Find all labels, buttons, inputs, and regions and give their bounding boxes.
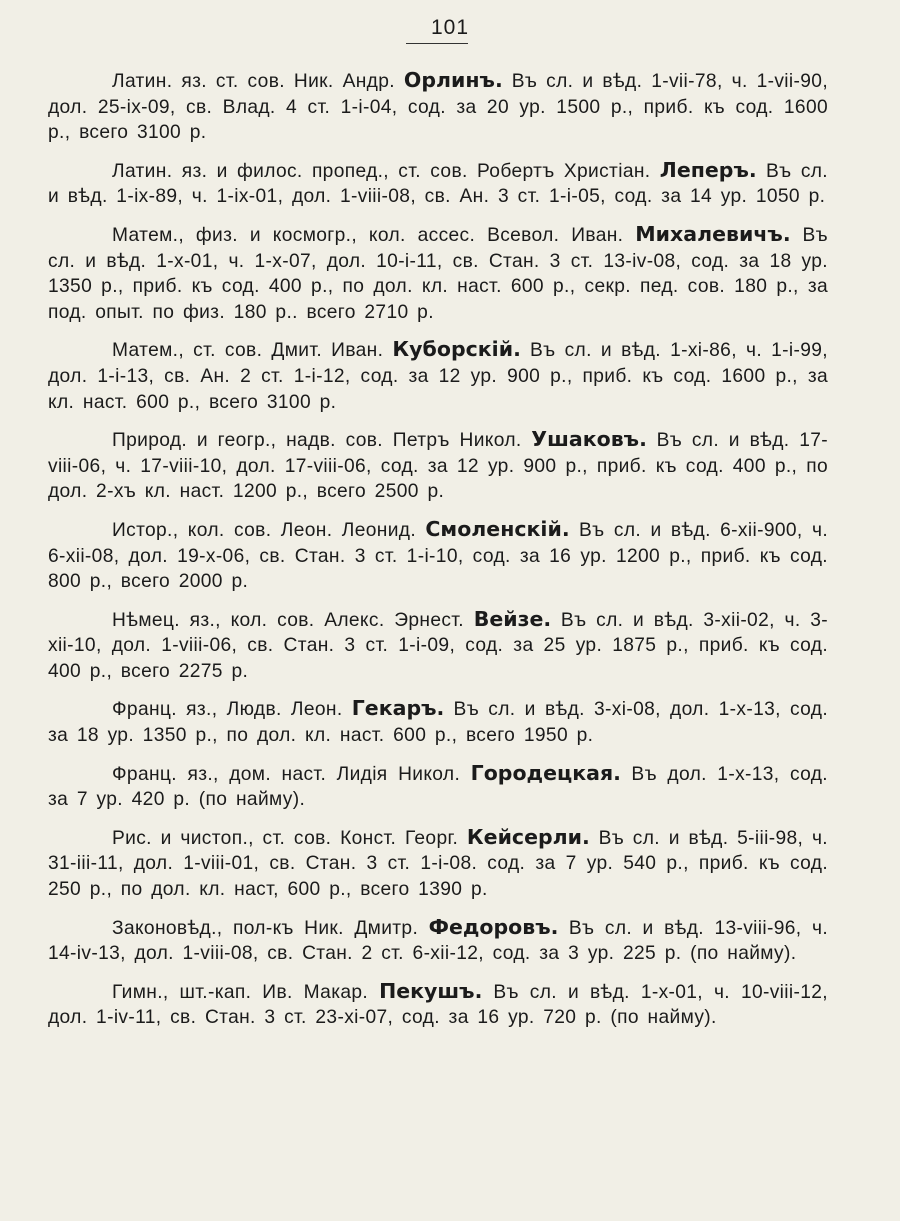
- page-number-rule: [406, 43, 468, 44]
- entry-details: Въ сл. и вѣд. 17-viii-06, ч. 17-viii-10, дол. 17-viii-06, сод. за 12 ур. 900 р., приб. къ сод. 400 р., по дол. 2-хъ кл. наст. 1200 р., всего 2500 р.: [48, 430, 828, 503]
- entry-details: Въ сл. и вѣд. 1-xi-86, ч. 1-i-99, дол. 1-i-13, св. Ан. 2 ст. 1-i-12, сод. за 12 ур. 900 р., приб. къ сод. 1600 р., за кл. наст. 600 р., всего 3100 р.: [48, 340, 828, 413]
- entry-surname: Вейзе.: [473, 606, 552, 631]
- entry-details: Въ сл. и вѣд. 1-vii-78, ч. 1-vii-90, дол. 25-ix-09, св. Влад. 4 ст. 1-i-04, сод. за 20 ур. 1500 р., приб. къ сод. 1600 р., всего 3100 р.: [48, 71, 828, 144]
- entry-surname: Пекушъ.: [379, 978, 483, 1003]
- entry-surname: Федоровъ.: [428, 914, 559, 939]
- entry-subject: Франц. яз., дом. наст. Лидія Никол.: [112, 763, 471, 785]
- entry-surname: Ушаковъ.: [531, 427, 647, 452]
- entry-subject: Франц. яз., Людв. Леон.: [112, 699, 352, 721]
- entry-details: Въ сл. и вѣд. 1-ix-89, ч. 1-ix-01, дол. 1-viii-08, св. Ан. 3 ст. 1-i-05, сод. за 14 ур. 1050 р.: [48, 160, 828, 208]
- staff-entry-smolensky: [48, 517, 828, 595]
- entry-details: Въ сл. и вѣд. 1-x-01, ч. 1-x-07, дол. 10-i-11, св. Стан. 3 ст. 13-iv-08, сод. за 18 ур. 1350 р., приб. къ сод. 400 р., по дол. кл. наст. 600 р., секр. пед. сов. 180 р., за под. опыт. по физ. 180 р.. всего 2710 р.: [48, 224, 829, 323]
- entry-subject: Рис. и чистоп., ст. сов. Конст. Георг.: [112, 827, 467, 849]
- entry-details: Въ сл. и вѣд. 3-xi-08, дол. 1-x-13, сод. за 18 ур. 1350 р., по дол. кл. наст. 600 р., всего 1950 р.: [48, 699, 829, 747]
- staff-entry-veize: [48, 607, 828, 685]
- entry-surname: Михалевичъ.: [635, 221, 791, 246]
- entry-subject: Природ. и геогр., надв. сов. Петръ Никол.: [112, 430, 532, 452]
- entry-details: Въ сл. и вѣд. 1-x-01, ч. 10-viii-12, дол. 1-iv-11, св. Стан. 3 ст. 23-xi-07, сод. за 16 ур. 720 р. (по найму).: [48, 981, 828, 1029]
- staff-entry-fedorov: [48, 915, 828, 967]
- page-number: 101: [430, 16, 470, 39]
- staff-entry-leper: [48, 158, 828, 210]
- entry-subject: Гимн., шт.-кап. Ив. Макар.: [112, 981, 380, 1003]
- entry-surname: Леперъ.: [659, 157, 757, 182]
- entry-surname: Гекаръ.: [351, 696, 445, 721]
- staff-entry-ushakov: [48, 427, 828, 505]
- entry-surname: Кейсерли.: [466, 824, 590, 849]
- staff-list: [48, 68, 828, 1043]
- staff-entry-kuborsky: [48, 337, 828, 415]
- entry-surname: Куборскій.: [392, 337, 521, 362]
- entry-subject: Матем., физ. и космогр., кол. ассес. Всевол. Иван.: [112, 224, 636, 246]
- entry-subject: Матем., ст. сов. Дмит. Иван.: [112, 340, 393, 362]
- entry-details: Въ сл. и вѣд. 6-xii-900, ч. 6-xii-08, дол. 19-x-06, св. Стан. 3 ст. 1-i-10, сод. за 16 ур. 1200 р., приб. къ сод. 800 р., всего 2000 р.: [48, 519, 828, 593]
- entry-surname: Смоленскій.: [425, 516, 570, 541]
- entry-subject: Законовѣд., пол-къ Ник. Дмитр.: [112, 917, 429, 939]
- entry-details: Въ сл. и вѣд. 5-iii-98, ч. 31-iii-11, дол. 1-viii-01, св. Стан. 3 ст. 1-i-08. сод. за 7 ур. 540 р., приб. къ сод. 250 р., по дол. кл. наст, 600 р., всего 1390 р.: [48, 827, 828, 901]
- staff-entry-orlin: [48, 68, 828, 146]
- staff-entry-gekar: [48, 696, 828, 748]
- staff-entry-mikhalevich: [48, 222, 828, 325]
- entry-details: Въ дол. 1-x-13, сод. за 7 ур. 420 р. (по найму).: [48, 763, 828, 811]
- staff-entry-pekush: [48, 979, 828, 1031]
- entry-subject: Нѣмец. яз., кол. сов. Алекс. Эрнест.: [112, 609, 474, 631]
- entry-surname: Городецкая.: [470, 760, 621, 785]
- entry-surname: Орлинъ.: [403, 68, 503, 92]
- entry-subject: Латин. яз. ст. сов. Ник. Андр.: [112, 71, 404, 92]
- entry-details: Въ сл. и вѣд. 3-xii-02, ч. 3-xii-10, дол. 1-viii-06, св. Стан. 3 ст. 1-i-09, сод. за 25 ур. 1875 р., приб. къ сод. 400 р., всего 2275 р.: [48, 609, 828, 682]
- entry-subject: Латин. яз. и филос. пропед., ст. сов. Робертъ Христіан.: [112, 160, 660, 182]
- staff-entry-gorodetskaya: [48, 761, 828, 813]
- entry-subject: Истор., кол. сов. Леон. Леонид.: [112, 519, 426, 541]
- staff-entry-keiserli: [48, 825, 828, 903]
- entry-details: Въ сл. и вѣд. 13-viii-96, ч. 14-iv-13, дол. 1-viii-08, св. Стан. 2 ст. 6-xii-12, сод. за 3 ур. 225 р. (по найму).: [48, 917, 828, 965]
